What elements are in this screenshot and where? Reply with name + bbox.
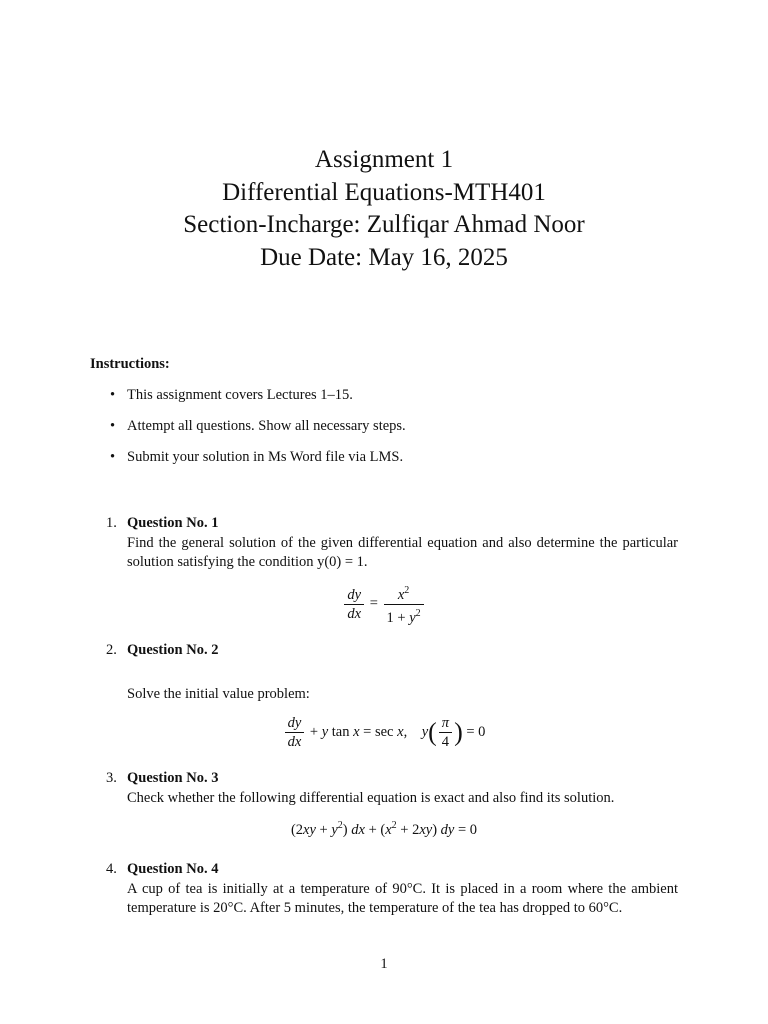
bullet-icon: • [110,449,116,465]
bullet-icon: • [110,387,116,403]
question-heading: Question No. 2 [127,642,219,658]
assignment-title: Assignment 1 [314,146,454,173]
question-text: Find the general solution of the given differential equation and also determine the particular solution satisfying the condition y(0) = 1. [127,534,678,570]
page-number: 1 [380,956,388,972]
question-text: Check whether the following differential equation is exact and also find its solution. [127,789,615,806]
question-heading: Question No. 4 [127,861,219,877]
question-text: A cup of tea is initially at a temperature of 90°C. It is placed in a room where the ambient temperature is 20°C. After 5 minutes, the temperature of the tea has dropped to 60°C. [127,880,678,916]
question-number: 2. [106,642,117,658]
list-item: • Submit your solution in Ms Word file via LMS. [110,449,404,465]
list-item: • This assignment covers Lectures 1–15. [110,387,353,403]
instructions-heading: Instructions: [90,356,170,372]
question-number: 1. [106,515,117,531]
question-heading: Question No. 3 [127,770,219,786]
course-title: Differential Equations-MTH401 [222,178,546,206]
bullet-icon: • [110,418,116,434]
instructions-list [110,387,406,480]
question-number: 4. [106,861,117,877]
list-item: • Attempt all questions. Show all necessary steps. [110,418,406,434]
equation-1: $\frac{dy}{dx}$ = $\frac{x^2}{1 + y^2}$ [0,582,768,627]
section-incharge: Section-Incharge: Zulfiqar Ahmad Noor [183,211,585,238]
equation-3: $(2xy + y^2)$ dx + $(x^2 + 2xy)$ dy = 0 [290,820,478,838]
question-number: 3. [106,770,117,786]
title-block [0,144,768,274]
equation-2: $\frac{dy}{dx}$ + y tan x = sec x, y( $\frac{\pi}{4}$ ) = 0 [0,714,768,751]
question-2-text: Solve the initial value problem: [127,686,310,702]
question-heading: Question No. 1 [127,515,219,531]
due-date: Due Date: May 16, 2025 [260,243,508,271]
